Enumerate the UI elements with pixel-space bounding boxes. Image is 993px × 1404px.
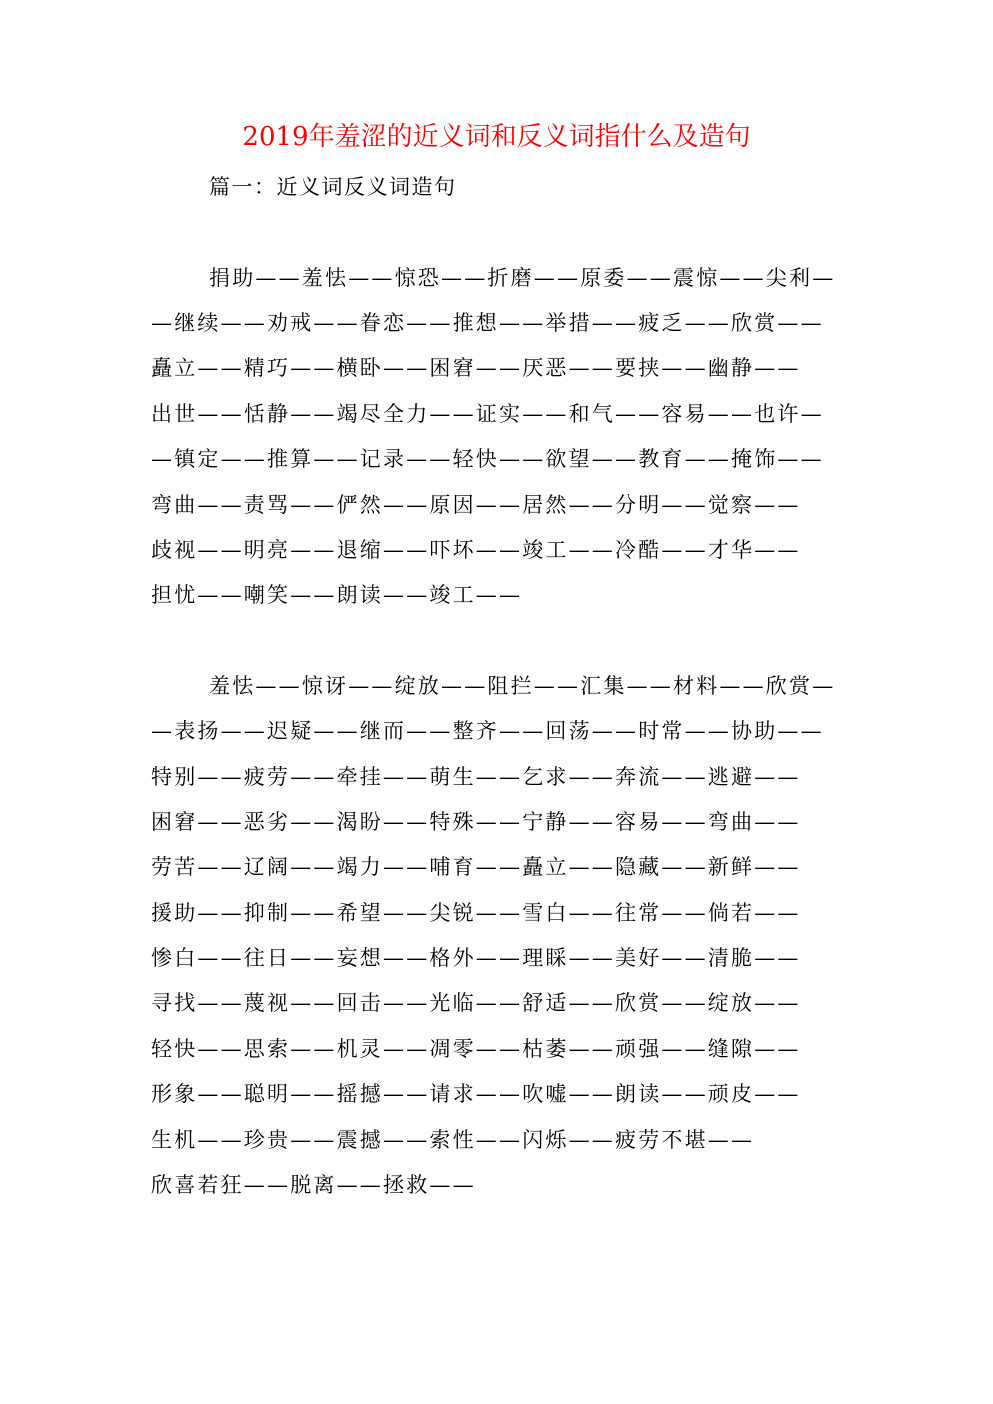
paragraph1-line: 捐助——羞怯——惊恐——折磨——原委——震惊——尖利— [209, 266, 836, 290]
paragraph1-line: —镇定——推算——记录——轻快——欲望——教育——掩饰—— [151, 447, 824, 471]
paragraph2-line: 特别——疲劳——牵挂——萌生——乞求——奔流——逃避—— [151, 765, 801, 789]
paragraph2-line: 困窘——恶劣——渴盼——特殊——宁静——容易——弯曲—— [151, 810, 801, 834]
paragraph2-line: 寻找——蔑视——回击——光临——舒适——欣赏——绽放—— [151, 991, 801, 1015]
paragraph2-line: 轻快——思索——机灵——凋零——枯萎——顽强——缝隙—— [151, 1037, 801, 1061]
paragraph1-line: 弯曲——责骂——俨然——原因——居然——分明——觉察—— [151, 493, 801, 517]
paragraph1-line: 矗立——精巧——横卧——困窘——厌恶——要挟——幽静—— [151, 356, 801, 380]
document-title: 2019年羞涩的近义词和反义词指什么及造句 [242, 122, 751, 152]
paragraph2-line: 劳苦——辽阔——竭力——哺育——矗立——隐藏——新鲜—— [151, 855, 801, 879]
paragraph1-line: 歧视——明亮——退缩——吓坏——竣工——冷酷——才华—— [151, 538, 801, 562]
section-heading: 篇一：近义词反义词造句 [209, 175, 457, 199]
paragraph1-line: 出世——恬静——竭尽全力——证实——和气——容易——也许— [151, 402, 824, 426]
paragraph2-line: —表扬——迟疑——继而——整齐——回荡——时常——协助—— [151, 719, 824, 743]
paragraph2-line: 形象——聪明——摇撼——请求——吹嘘——朗读——顽皮—— [151, 1082, 801, 1106]
paragraph2-line: 羞怯——惊讶——绽放——阻拦——汇集——材料——欣赏— [209, 674, 836, 698]
paragraph1-line: 担忧——嘲笑——朗读——竣工—— [151, 583, 523, 607]
paragraph1-line: —继续——劝戒——眷恋——推想——举措——疲乏——欣赏—— [151, 311, 824, 335]
paragraph2-line: 欣喜若狂——脱离——拯救—— [151, 1173, 476, 1197]
paragraph2-line: 援助——抑制——希望——尖锐——雪白——往常——倘若—— [151, 901, 801, 925]
paragraph2-line: 生机——珍贵——震撼——索性——闪烁——疲劳不堪—— [151, 1128, 755, 1152]
paragraph2-line: 惨白——往日——妄想——格外——理睬——美好——清脆—— [151, 946, 801, 970]
